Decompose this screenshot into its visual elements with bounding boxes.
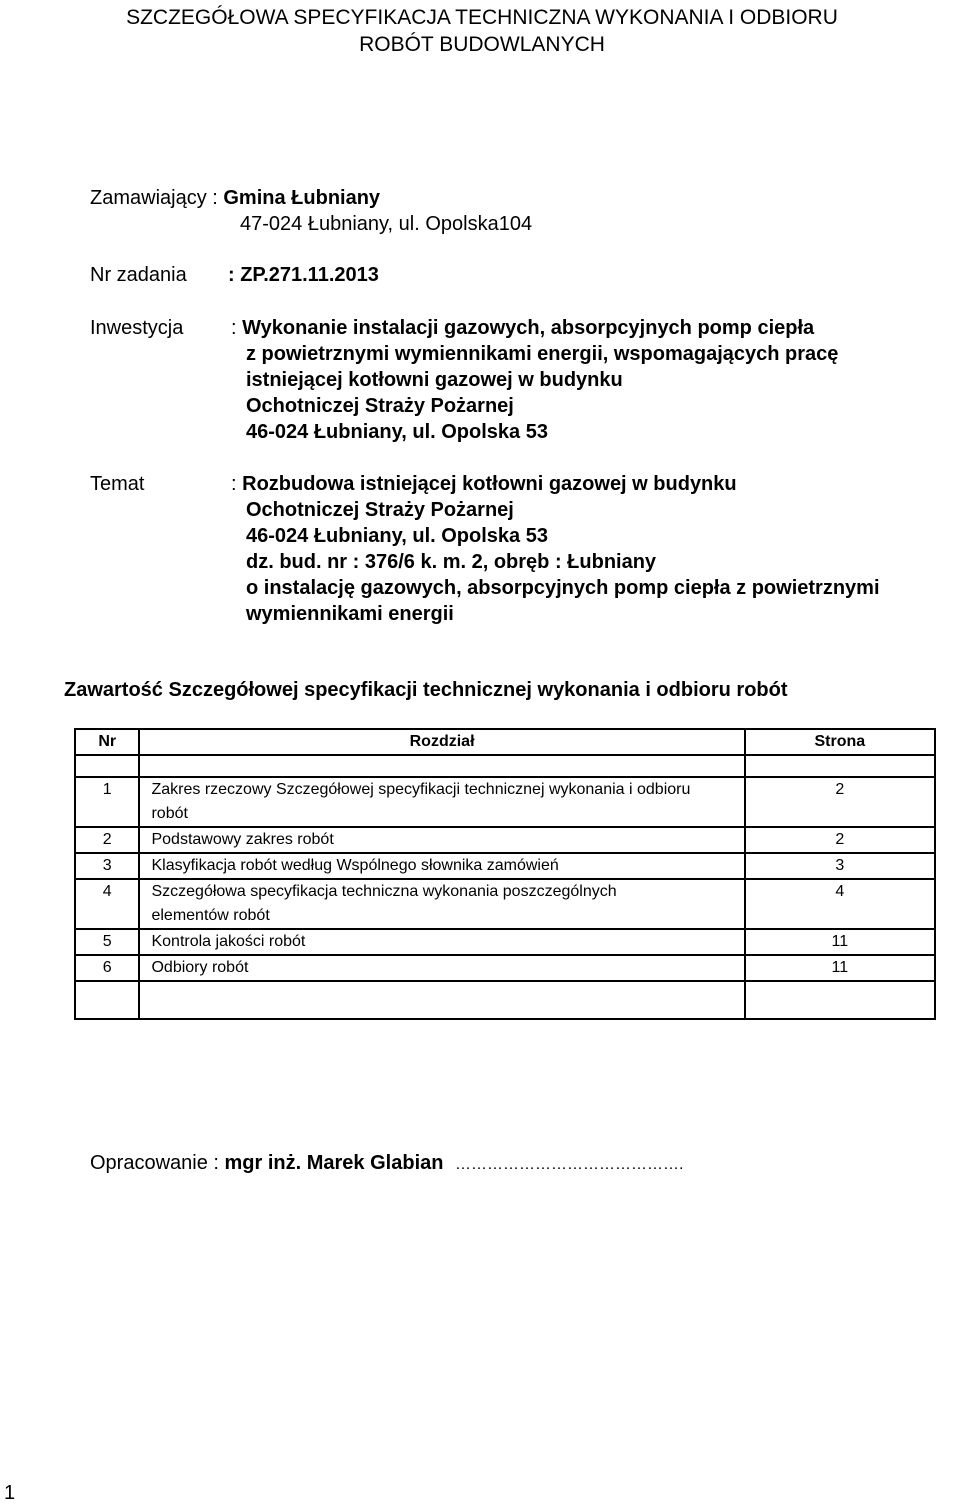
toc-row-title: Klasyfikacja robót według Wspólnego słownika zamówień xyxy=(139,853,744,879)
temat-line: 46-024 Łubniany, ul. Opolska 53 xyxy=(246,525,548,547)
toc-row xyxy=(75,955,935,981)
toc-row-page: 11 xyxy=(745,955,935,981)
toc-row xyxy=(75,827,935,853)
toc-row xyxy=(75,777,935,827)
zamawiajacy-address: 47-024 Łubniany, ul. Opolska104 xyxy=(240,213,533,235)
zamawiajacy-separator: : xyxy=(206,187,224,209)
nr-zadania-value: : ZP.271.11.2013 xyxy=(228,264,379,286)
inwestycja-line: Wykonanie instalacji gazowych, absorpcyjnych pomp ciepła xyxy=(242,317,815,339)
toc-row-page: 11 xyxy=(745,929,935,955)
zamawiajacy-row xyxy=(90,185,380,211)
toc-row-title: Podstawowy zakres robót xyxy=(139,827,744,853)
toc-row-title: Szczegółowa specyfikacja techniczna wykonania poszczególnych elementów robót xyxy=(139,879,744,929)
prepared-by-label: Opracowanie : xyxy=(90,1152,225,1174)
inwestycja-line: z powietrznymi wymiennikami energii, wspomagających pracę xyxy=(246,343,839,365)
toc-spacer-row xyxy=(75,755,935,777)
toc-header-nr: Nr xyxy=(75,729,139,755)
zamawiajacy-name: Gmina Łubniany xyxy=(223,187,381,209)
document-title xyxy=(92,4,872,58)
toc-table xyxy=(74,728,936,1020)
toc-row xyxy=(75,929,935,955)
toc-header-rozdzial: Rozdział xyxy=(139,729,744,755)
toc-row-title: Zakres rzeczowy Szczegółowej specyfikacji technicznej wykonania i odbioru robót xyxy=(139,777,744,827)
temat-line: Ochotniczej Straży Pożarnej xyxy=(246,499,514,521)
inwestycja-line: 46-024 Łubniany, ul. Opolska 53 xyxy=(246,421,548,443)
inwestycja-line: Ochotniczej Straży Pożarnej xyxy=(246,395,514,417)
title-line-2: ROBÓT BUDOWLANYCH xyxy=(359,33,605,56)
toc-row-page: 2 xyxy=(745,777,935,827)
inwestycja-line: istniejącej kotłowni gazowej w budynku xyxy=(246,369,623,391)
zamawiajacy-label: Zamawiający xyxy=(90,187,207,209)
toc-row xyxy=(75,879,935,929)
toc-row-title: Kontrola jakości robót xyxy=(139,929,744,955)
toc-row xyxy=(75,853,935,879)
temat-line: wymiennikami energii xyxy=(246,603,454,625)
temat-value xyxy=(231,471,880,627)
toc-row-page: 2 xyxy=(745,827,935,853)
toc-bottom-row xyxy=(75,981,935,1019)
signature-dots: ……………………………………. xyxy=(455,1156,684,1173)
toc-header-row xyxy=(75,729,935,755)
prepared-by-author: mgr inż. Marek Glabian xyxy=(224,1152,444,1174)
toc-row-nr: 3 xyxy=(75,853,139,879)
temat-separator: : xyxy=(231,473,243,495)
inwestycja-label: Inwestycja xyxy=(90,317,184,339)
prepared-by xyxy=(90,1150,683,1178)
toc-header-strona: Strona xyxy=(745,729,935,755)
toc-heading: Zawartość Szczegółowej specyfikacji technicznej wykonania i odbioru robót xyxy=(64,679,788,701)
temat-label: Temat xyxy=(90,473,145,495)
temat-line: Rozbudowa istniejącej kotłowni gazowej w budynku xyxy=(242,473,737,495)
toc-row-page: 3 xyxy=(745,853,935,879)
toc-row-nr: 4 xyxy=(75,879,139,929)
toc-row-nr: 5 xyxy=(75,929,139,955)
inwestycja-separator: : xyxy=(231,317,243,339)
temat-line: dz. bud. nr : 376/6 k. m. 2, obręb : Łubniany xyxy=(246,551,657,573)
nr-zadania-label: Nr zadania xyxy=(90,264,187,286)
toc-row-nr: 1 xyxy=(75,777,139,827)
temat-line: o instalację gazowych, absorpcyjnych pomp ciepła z powietrznymi xyxy=(246,577,880,599)
toc-row-title: Odbiory robót xyxy=(139,955,744,981)
toc-row-nr: 6 xyxy=(75,955,139,981)
toc-row-page: 4 xyxy=(745,879,935,929)
page-number: 1 xyxy=(4,1482,16,1504)
inwestycja-value xyxy=(231,315,838,445)
title-line-1: SZCZEGÓŁOWA SPECYFIKACJA TECHNICZNA WYKONANIA I ODBIORU xyxy=(126,6,838,29)
toc-row-nr: 2 xyxy=(75,827,139,853)
